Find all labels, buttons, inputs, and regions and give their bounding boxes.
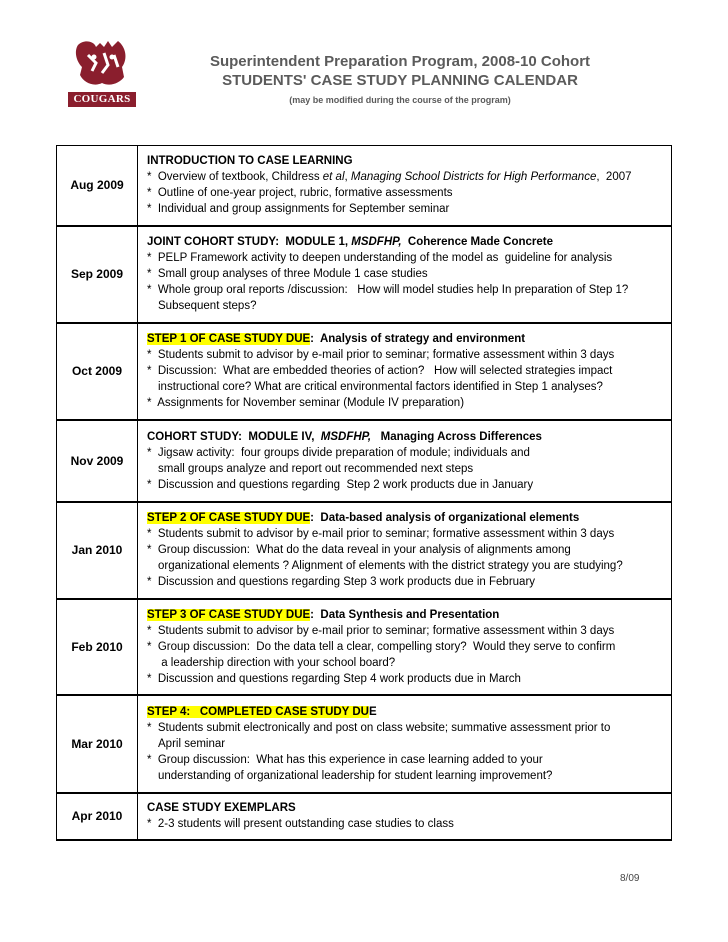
bullet-continuation: instructional core? What are critical environmental factors identified in Step 1 analyses? — [158, 381, 603, 393]
cougar-head-icon — [74, 37, 130, 89]
bullet-continuation: a leadership direction with your school board? — [158, 656, 396, 669]
month-cell: Oct 2009 — [57, 323, 138, 420]
bullet: * Students submit electronically and post on class website; summative assessment prior to — [147, 721, 611, 734]
bullet: * PELP Framework activity to deepen understanding of the model as guideline for analysis — [147, 252, 613, 264]
bullet: * Group discussion: What has this experience in case learning added to your — [147, 753, 543, 766]
bullet-continuation: Subsequent steps? — [158, 300, 257, 312]
title-line-1: Superintendent Preparation Program, 2008-10 Cohort — [209, 53, 591, 70]
month-cell: Jan 2010 — [57, 502, 138, 599]
bullet: * Individual and group assignments for September seminar — [147, 203, 450, 216]
table-row — [57, 226, 672, 323]
row-heading: STEP 3 OF CASE STUDY DUE: Data Synthesis and Presentation — [147, 608, 500, 621]
bullet-continuation: organizational elements ? Alignment of elements with the district strategy you are studying? — [158, 560, 623, 572]
table-row — [57, 146, 672, 226]
month-cell: Sep 2009 — [57, 226, 138, 323]
bullet: * Small group analyses of three Module 1 case studies — [147, 268, 428, 280]
row-heading: COHORT STUDY: MODULE IV, MSDFHP, Managing Across Differences — [147, 430, 542, 443]
logo-wordmark: COUGARS — [68, 92, 136, 107]
content-cell — [138, 502, 672, 599]
month-cell: Feb 2010 — [57, 599, 138, 695]
bullet: * Jigsaw activity: four groups divide preparation of module; individuals and — [147, 446, 530, 459]
row-heading: JOINT COHORT STUDY: MODULE 1, MSDFHP, Coherence Made Concrete — [147, 236, 553, 248]
title-note: (may be modified during the course of the program) — [289, 95, 511, 105]
row-heading: STEP 1 OF CASE STUDY DUE: Analysis of strategy and environment — [147, 333, 526, 345]
title-line-2: STUDENTS' CASE STUDY PLANNING CALENDAR — [222, 72, 578, 89]
bullet: * Outline of one-year project, rubric, formative assessments — [147, 187, 453, 200]
bullet: * Discussion and questions regarding Step 3 work products due in February — [147, 576, 536, 588]
table-row — [57, 599, 672, 695]
footer-date: 8/09 — [620, 873, 640, 884]
bullet: * Whole group oral reports /discussion: How will model studies help In preparation of Step 1? — [147, 284, 629, 296]
content-cell — [138, 599, 672, 695]
table-row — [57, 793, 672, 840]
bullet-continuation: understanding of organizational leadership for student learning improvement? — [158, 769, 553, 782]
table-row — [57, 420, 672, 502]
bullet: * Students submit to advisor by e-mail prior to seminar; formative assessment within 3 days — [147, 349, 615, 361]
planning-calendar-table — [56, 145, 672, 841]
bullet: * Discussion and questions regarding Step 4 work products due in March — [147, 672, 521, 685]
month-cell: Apr 2010 — [57, 793, 138, 840]
document-title — [150, 52, 650, 107]
row-heading: INTRODUCTION TO CASE LEARNING — [147, 155, 353, 168]
bullet-continuation: April seminar — [158, 737, 226, 750]
bullet: * 2-3 students will present outstanding case studies to class — [147, 818, 454, 830]
bullet: * Overview of textbook, Childress et al, Managing School Districts for High Performance, 2007 — [147, 171, 632, 184]
bullet: * Discussion and questions regarding Step 2 work products due in January — [147, 478, 534, 491]
table-row — [57, 502, 672, 599]
bullet: * Assignments for November seminar (Module IV preparation) — [147, 397, 465, 409]
table-row — [57, 323, 672, 420]
bullet-continuation: small groups analyze and report out recommended next steps — [158, 462, 474, 475]
bullet: * Group discussion: What do the data reveal in your analysis of alignments among — [147, 544, 571, 556]
row-heading: STEP 4: COMPLETED CASE STUDY DUE — [147, 705, 377, 718]
row-heading: STEP 2 OF CASE STUDY DUE: Data-based analysis of organizational elements — [147, 512, 580, 524]
row-heading: CASE STUDY EXEMPLARS — [147, 802, 296, 814]
content-cell — [138, 420, 672, 502]
content-cell — [138, 695, 672, 793]
content-cell — [138, 226, 672, 323]
table-row — [57, 695, 672, 793]
bullet: * Students submit to advisor by e-mail prior to seminar; formative assessment within 3 days — [147, 528, 615, 540]
bullet: * Group discussion: Do the data tell a clear, compelling story? Would they serve to confirm — [147, 640, 616, 653]
month-cell: Nov 2009 — [57, 420, 138, 502]
content-cell — [138, 146, 672, 226]
cougars-logo — [68, 37, 136, 109]
bullet: * Discussion: What are embedded theories of action? How will selected strategies impact — [147, 365, 613, 377]
bullet: * Students submit to advisor by e-mail prior to seminar; formative assessment within 3 days — [147, 624, 615, 637]
month-cell: Aug 2009 — [57, 146, 138, 226]
content-cell — [138, 793, 672, 840]
month-cell: Mar 2010 — [57, 695, 138, 793]
content-cell — [138, 323, 672, 420]
